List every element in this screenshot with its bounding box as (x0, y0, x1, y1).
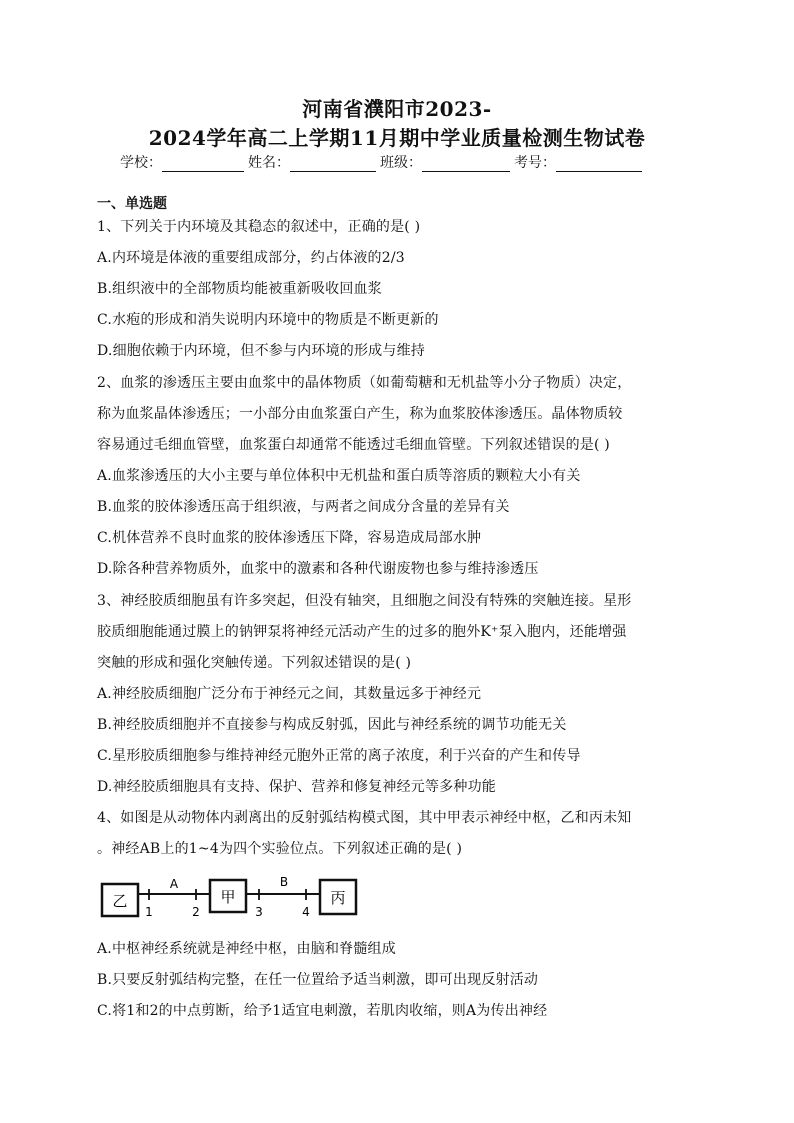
q3-stem-line3: 突触的形成和强化突触传递。下列叙述错误的是( ) (97, 655, 412, 671)
exam-title-line2: 2024学年高二上学期11月期中学业质量检测生物试卷 (148, 126, 646, 150)
q2-option-c: C.机体营养不良时血浆的胶体渗透压下降，容易造成局部水肿 (97, 530, 482, 546)
q4-stem-line2: 。神经AB上的1~4为四个实验位点。下列叙述正确的是( ) (97, 841, 463, 857)
q1-option-c: C.水疱的形成和消失说明内环境中的物质是不断更新的 (97, 312, 439, 328)
q2-stem-line3: 容易通过毛细血管壁，血浆蛋白却通常不能透过毛细血管壁。下列叙述错误的是( ) (97, 437, 610, 453)
q3-option-a: A.神经胶质细胞广泛分布于神经元之间，其数量远多于神经元 (97, 686, 482, 702)
name-label: 姓名： (248, 155, 290, 171)
point-1-label: 1 (145, 905, 153, 919)
school-blank[interactable] (162, 155, 244, 172)
q1-option-d: D.细胞依赖于内环境，但不参与内环境的形成与维持 (97, 343, 425, 359)
exam-title-line1: 河南省濮阳市2023- (302, 97, 492, 121)
class-blank[interactable] (422, 155, 510, 172)
q1-option-a: A.内环境是体液的重要组成部分，约占体液的2/3 (97, 250, 405, 266)
nerve-a-label: A (169, 877, 179, 891)
exam-no-label: 考号： (514, 155, 556, 171)
q2-option-d: D.除各种营养物质外，血浆中的激素和各种代谢废物也参与维持渗透压 (97, 561, 539, 577)
q2-stem-line1: 2、血浆的渗透压主要由血浆中的晶体物质（如葡萄糖和无机盐等小分子物质）决定， (97, 375, 632, 391)
q2-stem-line2: 称为血浆晶体渗透压；一小部分由血浆蛋白产生，称为血浆胶体渗透压。晶体物质较 (97, 406, 623, 422)
q4-stem-line1: 4、如图是从动物体内剥离出的反射弧结构模式图，其中甲表示神经中枢，乙和丙未知 (97, 810, 632, 826)
box-yi-label: 乙 (112, 892, 128, 910)
exam-no-blank[interactable] (556, 155, 642, 172)
q3-option-d: D.神经胶质细胞具有支持、保护、营养和修复神经元等多种功能 (97, 779, 496, 795)
nerve-b-label: B (279, 875, 289, 889)
student-info-row (120, 152, 680, 172)
q3-option-c: C.星形胶质细胞参与维持神经元胞外正常的离子浓度，利于兴奋的产生和传导 (97, 748, 581, 764)
class-label: 班级： (380, 155, 422, 171)
q3-stem-line2: 胶质细胞能通过膜上的钠钾泵将神经元活动产生的过多的胞外K⁺泵入胞内，还能增强 (97, 624, 627, 640)
point-3-label: 3 (255, 905, 263, 919)
q4-option-a: A.中枢神经系统就是神经中枢，由脑和脊髓组成 (97, 941, 396, 957)
q2-option-a: A.血浆渗透压的大小主要与单位体积中无机盐和蛋白质等溶质的颗粒大小有关 (97, 468, 581, 484)
box-bing-label: 丙 (330, 889, 346, 907)
q1-stem: 1、下列关于内环境及其稳态的叙述中，正确的是( ) (97, 219, 421, 235)
q4-option-c: C.将1和2的中点剪断，给予1适宜电刺激，若肌肉收缩，则A为传出神经 (97, 1003, 548, 1019)
section-title: 一、单选题 (97, 196, 167, 212)
q4-option-b: B.只要反射弧结构完整，在任一位置给予适当刺激，即可出现反射活动 (97, 972, 539, 988)
reflex-arc-diagram (100, 872, 360, 922)
school-label: 学校： (120, 155, 162, 171)
point-4-label: 4 (302, 905, 310, 919)
q3-stem-line1: 3、神经胶质细胞虽有许多突起，但没有轴突，且细胞之间没有特殊的突触连接。星形 (97, 593, 632, 609)
q3-option-b: B.神经胶质细胞并不直接参与构成反射弧，因此与神经系统的调节功能无关 (97, 717, 567, 733)
box-jia-label: 甲 (220, 888, 236, 906)
name-blank[interactable] (290, 155, 376, 172)
point-2-label: 2 (192, 905, 200, 919)
q1-option-b: B.组织液中的全部物质均能被重新吸收回血浆 (97, 281, 382, 297)
q2-option-b: B.血浆的胶体渗透压高于组织液，与两者之间成分含量的差异有关 (97, 499, 510, 515)
